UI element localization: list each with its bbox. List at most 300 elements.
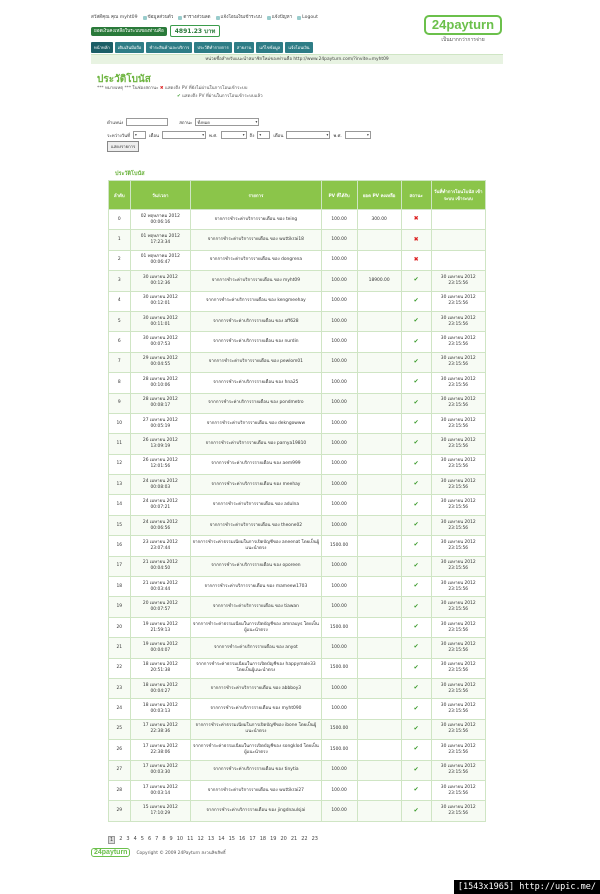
cell-status: [401, 760, 431, 780]
cell-pv-balance: [357, 454, 401, 474]
cell-status: [401, 638, 431, 658]
referral-bar: หน่วยชื่อสำหรับแนะนำสมาชิกใหม่ของท่านคือ http://www.24payturn.com/?invite=myht09: [91, 54, 503, 64]
table-row: [109, 413, 486, 433]
page-link-7[interactable]: 7: [155, 836, 159, 842]
cell-datetime: 21 เมษายน 2012 00:04:50: [130, 556, 191, 576]
end-day-select[interactable]: [257, 131, 270, 139]
cell-pv-balance: [357, 495, 401, 515]
page-link-19[interactable]: 19: [270, 836, 277, 842]
position-input[interactable]: [126, 118, 168, 126]
end-month-select[interactable]: [286, 131, 330, 139]
cell-detail: จากการชำระค่าบริการรายเดือน ของ myht09: [191, 271, 321, 291]
cell-pv-balance: [357, 475, 401, 495]
section-subtitle: ประวัติโบนัส: [115, 171, 145, 177]
cell-transfer-date: 30 เมษายน 2012 23:15:56: [431, 271, 486, 291]
chevron-down-icon: ▾: [135, 133, 137, 137]
cell-datetime: 26 เมษายน 2012 12:01:56: [130, 454, 191, 474]
cell-pv: 100.00: [321, 801, 357, 821]
greeting: [91, 14, 138, 21]
cell-detail: จากการชำระค่าธรรมเนียมในการเปิดบัญชีของ happymale33 โดยเป็นผู้แนะนำตรง: [191, 658, 321, 678]
cell-status: [401, 495, 431, 515]
cell-pv: 100.00: [321, 760, 357, 780]
cell-transfer-date: 30 เมษายน 2012 23:15:56: [431, 495, 486, 515]
page-link-22[interactable]: 22: [301, 836, 308, 842]
cell-transfer-date: 30 เมษายน 2012 23:15:56: [431, 638, 486, 658]
cell-transfer-date: 30 เมษายน 2012 23:15:56: [431, 332, 486, 352]
greeting-text: สวัสดีคุณ คุณ myht09: [91, 15, 138, 20]
check-icon: ✔: [413, 357, 419, 365]
filter-row-3: [107, 141, 371, 152]
notify-transfer-label: แจ้งโอนเงินเข้าระบบ: [220, 15, 262, 20]
header-transfer-date: วันที่ทำการโอนโบนัส เข้าระบบ เข้าระบบ: [431, 181, 486, 210]
cell-detail: จากการชำระค่าบริการรายเดือน ของ meehay: [191, 475, 321, 495]
cell-detail: จากการชำระค่าธรรมเนียมในการเปิดบัญชีของ aneenat โดยเป็นผู้แนะนำตรง: [191, 536, 321, 556]
cell-transfer-date: [431, 210, 486, 230]
check-icon: ✔: [413, 419, 419, 427]
page-link-4[interactable]: 4: [133, 836, 137, 842]
cell-pv-balance: [357, 515, 401, 535]
cell-pv: 100.00: [321, 271, 357, 291]
nav-edit-profile[interactable]: แก้ไขข้อมูล: [256, 42, 283, 53]
table-row: [109, 475, 486, 495]
start-day-select[interactable]: [133, 131, 146, 139]
cell-pv-balance: [357, 413, 401, 433]
page-link-10[interactable]: 10: [176, 836, 184, 842]
check-icon: ✔: [413, 378, 419, 386]
cell-transfer-date: 30 เมษายน 2012 23:15:56: [431, 699, 486, 719]
cell-detail: จากการชำระค่าบริการรายเดือน ของ tiawan: [191, 597, 321, 617]
cell-detail: จากการชำระค่าบริการรายเดือน ของ pondmetro: [191, 393, 321, 413]
cross-icon: ✖: [413, 235, 419, 243]
cell-transfer-date: 30 เมษายน 2012 23:15:56: [431, 536, 486, 556]
status-select-value: ทั้งหมด: [197, 119, 210, 125]
check-icon: ✔: [413, 398, 419, 406]
nav-network[interactable]: สายงาน: [234, 42, 255, 53]
cell-pv: 100.00: [321, 638, 357, 658]
check-icon: ✔: [413, 317, 419, 325]
page-link-8[interactable]: 8: [162, 836, 166, 842]
start-year-label: พ.ศ.: [209, 133, 218, 139]
cell-datetime: 28 เมษายน 2012 00:10:06: [130, 373, 191, 393]
cell-datetime: 01 พฤษภาคม 2012 00:06:47: [130, 250, 191, 270]
cell-status: [401, 515, 431, 535]
cell-transfer-date: 30 เมษายน 2012 23:15:56: [431, 291, 486, 311]
cell-no: 25: [109, 719, 131, 739]
cell-status: [401, 536, 431, 556]
page-link-2[interactable]: 2: [119, 836, 123, 842]
cell-transfer-date: 30 เมษายน 2012 23:15:56: [431, 311, 486, 331]
check-icon: ✔: [413, 684, 419, 692]
cell-pv: 100.00: [321, 780, 357, 800]
cell-detail: จากการชำระค่าบริการรายเดือน ของ abbboy3: [191, 678, 321, 698]
cell-transfer-date: 30 เมษายน 2012 23:15:56: [431, 434, 486, 454]
cell-status: [401, 271, 431, 291]
cell-pv: 100.00: [321, 332, 357, 352]
profile-icon: [143, 16, 147, 20]
cell-no: 16: [109, 536, 131, 556]
page-title: ประวัติโบนัส: [97, 74, 151, 85]
cell-transfer-date: 30 เมษายน 2012 23:15:56: [431, 617, 486, 637]
end-year-label: พ.ศ.: [333, 133, 342, 139]
cell-pv: 1500.00: [321, 719, 357, 739]
cell-no: 11: [109, 434, 131, 454]
cell-datetime: 19 เมษายน 2012 00:04:07: [130, 638, 191, 658]
page-link-5[interactable]: 5: [140, 836, 144, 842]
cell-pv-balance: [357, 556, 401, 576]
chevron-down-icon: ▾: [326, 133, 329, 137]
table-row: [109, 332, 486, 352]
table-row: [109, 740, 486, 760]
cell-detail: จากการชำระค่าบริการรายเดือน ของ mameew1703: [191, 577, 321, 597]
cell-detail: จากการชำระค่าบริการรายเดือน ของ aff628: [191, 311, 321, 331]
cell-pv: 100.00: [321, 515, 357, 535]
nav-topup[interactable]: เติมเงินมือถือ: [115, 42, 145, 53]
cell-datetime: 02 พฤษภาคม 2012 00:06:16: [130, 210, 191, 230]
cell-status: [401, 577, 431, 597]
table-row: [109, 393, 486, 413]
cell-detail: จากการชำระค่าบริการรายเดือน ของ dekngowww: [191, 413, 321, 433]
cell-transfer-date: [431, 230, 486, 250]
cell-pv-balance: [357, 780, 401, 800]
cell-detail: จากการชำระค่าบริการรายเดือน ของ teing: [191, 210, 321, 230]
cell-detail: จากการชำระค่าบริการรายเดือน ของ myht090: [191, 699, 321, 719]
header-pv-balance: ยอด PV คงเหลือ: [357, 181, 401, 210]
cell-detail: จากการชำระค่าบริการรายเดือน ของ pewlom01: [191, 352, 321, 372]
table-header-row: [109, 181, 486, 210]
nav-notify-transfer[interactable]: แจ้งโอนเงิน: [285, 42, 312, 53]
cell-datetime: 17 เมษายน 2012 00:03:30: [130, 760, 191, 780]
cell-detail: จากการชำระค่าบริการรายเดือน ของ nurdin: [191, 332, 321, 352]
cell-no: 15: [109, 515, 131, 535]
table-row: [109, 617, 486, 637]
page-link-3[interactable]: 3: [126, 836, 130, 842]
cell-pv: 100.00: [321, 230, 357, 250]
cell-no: 20: [109, 617, 131, 637]
cell-no: 14: [109, 495, 131, 515]
check-icon: ✔: [413, 296, 419, 304]
status-label: สถานะ: [179, 120, 193, 126]
check-icon: ✔: [413, 337, 419, 345]
cell-no: 22: [109, 658, 131, 678]
page-link-14[interactable]: 14: [218, 836, 225, 842]
logout-icon: [297, 16, 301, 20]
cell-transfer-date: 30 เมษายน 2012 23:15:56: [431, 678, 486, 698]
cell-transfer-date: 30 เมษายน 2012 23:15:56: [431, 801, 486, 821]
cell-no: 9: [109, 393, 131, 413]
watermark: [1543x1965] http://upic.me/: [454, 880, 600, 894]
cell-detail: จากการชำระค่าบริการรายเดือน ของ jingdnaulsjai: [191, 801, 321, 821]
page-link-16[interactable]: 16: [238, 836, 246, 842]
cell-status: [401, 597, 431, 617]
filter-row-2: [107, 131, 371, 139]
cell-status: [401, 291, 431, 311]
report-problem-link[interactable]: [267, 14, 292, 21]
page-link-9[interactable]: 9: [169, 836, 173, 842]
cell-pv-balance: [357, 536, 401, 556]
page-link-6[interactable]: 6: [147, 836, 152, 842]
cell-pv: 100.00: [321, 597, 357, 617]
cell-transfer-date: 30 เมษายน 2012 23:15:56: [431, 352, 486, 372]
cell-pv: 100.00: [321, 393, 357, 413]
profile-link[interactable]: [143, 14, 174, 21]
cell-detail: จากการชำระค่าบริการรายเดือน ของ wuttikrai18: [191, 230, 321, 250]
cell-datetime: 18 เมษายน 2012 00:03:13: [130, 699, 191, 719]
chevron-down-icon: ▾: [259, 133, 262, 137]
help-icon: [267, 16, 271, 20]
cross-icon: ✖: [159, 86, 164, 91]
pagination: [108, 836, 318, 844]
start-month-label: เดือน: [149, 133, 160, 139]
check-icon: ✔: [413, 643, 419, 651]
table-row: [109, 678, 486, 698]
show-list-button[interactable]: แสดงรายการ: [107, 141, 139, 152]
top-links: [91, 14, 318, 21]
header-datetime: วัน/เวลา: [130, 181, 191, 210]
copyright-text: Copyright © 2009 24Payturn สงวนลิขสิทธิ์: [136, 851, 226, 856]
status-select[interactable]: [195, 118, 259, 126]
cell-transfer-date: 30 เมษายน 2012 23:15:56: [431, 760, 486, 780]
cell-status: [401, 740, 431, 760]
cell-pv: 1500.00: [321, 740, 357, 760]
cell-pv: 1500.00: [321, 617, 357, 637]
cell-detail: จากการชำระค่าบริการรายเดือน ของ aem999: [191, 454, 321, 474]
cell-detail: จากการชำระค่าธรรมเนียมในการเปิดบัญชีของ amnauys โดยเป็นผู้แนะนำตรง: [191, 617, 321, 637]
cell-datetime: 18 เมษายน 2012 00:04:27: [130, 678, 191, 698]
cell-pv: 100.00: [321, 678, 357, 698]
cell-pv-balance: [357, 719, 401, 739]
cell-status: [401, 475, 431, 495]
footer: [91, 848, 226, 857]
cell-pv-balance: [357, 699, 401, 719]
cell-no: 5: [109, 311, 131, 331]
cell-transfer-date: 30 เมษายน 2012 23:15:56: [431, 780, 486, 800]
chevron-down-icon: ▾: [242, 133, 245, 137]
site-logo[interactable]: [423, 15, 503, 47]
cell-no: 27: [109, 760, 131, 780]
cell-no: 8: [109, 373, 131, 393]
check-icon: ✔: [413, 745, 419, 753]
cell-no: 3: [109, 271, 131, 291]
cell-no: 26: [109, 740, 131, 760]
check-icon: ✔: [413, 724, 419, 732]
check-icon: ✔: [413, 459, 419, 467]
logout-link[interactable]: [297, 14, 318, 21]
cell-datetime: 24 เมษายน 2012 00:07:21: [130, 495, 191, 515]
cell-no: 19: [109, 597, 131, 617]
cell-transfer-date: 30 เมษายน 2012 23:15:56: [431, 719, 486, 739]
cell-datetime: 24 เมษายน 2012 00:08:03: [130, 475, 191, 495]
cell-pv-balance: [357, 291, 401, 311]
balance-label: ยอดเงินคงเหลือในระบบของท่านคือ: [91, 27, 167, 36]
discount-table-link[interactable]: [178, 14, 210, 21]
chevron-down-icon: ▾: [367, 133, 369, 137]
cell-detail: จากการชำระค่าบริการรายเดือน ของ dongrena: [191, 250, 321, 270]
cell-status: [401, 699, 431, 719]
table-row: [109, 311, 486, 331]
cell-pv: 100.00: [321, 210, 357, 230]
cell-status: [401, 311, 431, 331]
note-line-2: [97, 93, 263, 101]
cell-datetime: 30 เมษายน 2012 00:12:01: [130, 291, 191, 311]
header-status: สถานะ: [401, 181, 431, 210]
note-pending: แสดงถึง PV ที่ยังไม่ผ่านในการโอนเข้าระบบ: [165, 86, 248, 91]
cell-datetime: 18 เมษายน 2012 20:51:38: [130, 658, 191, 678]
note-done: แสดงถึง PV ที่ผ่านในการโอนเข้าระบบแล้ว: [182, 94, 263, 99]
cell-no: 12: [109, 454, 131, 474]
check-icon: ✔: [413, 582, 419, 590]
page-link-12[interactable]: 12: [197, 836, 204, 842]
check-icon: ✔: [413, 276, 419, 284]
page-link-17[interactable]: 17: [249, 836, 256, 842]
nav-pay-services[interactable]: ชำระสินค้าและบริการ: [146, 42, 192, 53]
page-link-13[interactable]: 13: [207, 836, 215, 842]
cell-pv: 100.00: [321, 475, 357, 495]
footer-logo: 24payturn: [91, 848, 130, 857]
table-row: [109, 291, 486, 311]
cell-status: [401, 719, 431, 739]
cell-datetime: 29 เมษายน 2012 00:04:55: [130, 352, 191, 372]
cell-pv-balance: [357, 393, 401, 413]
table-row: [109, 230, 486, 250]
cell-no: 28: [109, 780, 131, 800]
page-link-21[interactable]: 21: [290, 836, 298, 842]
logout-label: Logout: [302, 15, 318, 20]
start-year-select[interactable]: [221, 131, 247, 139]
cell-status: [401, 332, 431, 352]
cell-transfer-date: 30 เมษายน 2012 23:15:56: [431, 393, 486, 413]
check-icon: ✔: [413, 623, 419, 630]
table-row: [109, 373, 486, 393]
cross-icon: ✖: [413, 255, 419, 263]
balance-value: 4891.23 บาท: [170, 25, 221, 37]
cell-status: [401, 454, 431, 474]
table-row: [109, 536, 486, 556]
cell-pv: 100.00: [321, 577, 357, 597]
table-row: [109, 271, 486, 291]
logo-tagline: เป็นมากกว่าการจ่าย: [441, 37, 485, 43]
cell-datetime: 17 เมษายน 2012 22:38:06: [130, 740, 191, 760]
cell-no: 29: [109, 801, 131, 821]
cell-transfer-date: 30 เมษายน 2012 23:15:56: [431, 556, 486, 576]
check-icon: ✔: [413, 786, 419, 794]
balance-row: [91, 25, 220, 37]
check-icon: ✔: [413, 806, 419, 814]
nav-history[interactable]: ประวัติทำรายการ: [194, 42, 232, 53]
check-icon: ✔: [413, 561, 419, 569]
cell-datetime: 15 เมษายน 2012 17:10:29: [130, 801, 191, 821]
notify-transfer-link[interactable]: [216, 14, 262, 21]
cell-no: 0: [109, 210, 131, 230]
cell-status: [401, 352, 431, 372]
cell-pv-balance: [357, 740, 401, 760]
cell-transfer-date: [431, 250, 486, 270]
cell-pv-balance: [357, 638, 401, 658]
cell-pv: 100.00: [321, 699, 357, 719]
cell-detail: จากการชำระค่าบริการรายเดือน ของ kengmeehay: [191, 291, 321, 311]
cell-datetime: 21 เมษายน 2012 00:03:44: [130, 577, 191, 597]
cell-no: 17: [109, 556, 131, 576]
check-icon: ✔: [413, 439, 419, 447]
page-link-15[interactable]: 15: [228, 836, 235, 842]
end-year-select[interactable]: [345, 131, 371, 139]
cell-status: [401, 780, 431, 800]
table-row: [109, 719, 486, 739]
cell-detail: จากการชำระค่าธรรมเนียมในการเปิดบัญชีของ ibone โดยเป็นผู้แนะนำตรง: [191, 719, 321, 739]
end-month-label: เดือน: [273, 133, 284, 139]
cell-pv-balance: [357, 311, 401, 331]
cell-pv-balance: [357, 230, 401, 250]
cell-status: [401, 658, 431, 678]
page-container: [87, 10, 507, 865]
chevron-down-icon: ▾: [202, 133, 205, 137]
check-icon: ✔: [413, 480, 419, 488]
filter-form: [107, 118, 371, 157]
table-row: [109, 577, 486, 597]
start-month-select[interactable]: [162, 131, 206, 139]
cell-datetime: 19 เมษายน 2012 21:59:13: [130, 617, 191, 637]
cell-status: [401, 413, 431, 433]
page-link-18[interactable]: 18: [259, 836, 267, 842]
cell-no: 21: [109, 638, 131, 658]
cell-detail: จากการชำระค่าบริการรายเดือน ของ hna25: [191, 373, 321, 393]
cell-datetime: 17 เมษายน 2012 00:03:14: [130, 780, 191, 800]
page-link-20[interactable]: 20: [280, 836, 287, 842]
table-row: [109, 780, 486, 800]
cell-transfer-date: 30 เมษายน 2012 23:15:56: [431, 454, 486, 474]
check-icon: ✔: [413, 541, 419, 549]
cell-pv-balance: [357, 678, 401, 698]
cell-no: 1: [109, 230, 131, 250]
date-range-label: ระหว่างวันที่: [107, 133, 131, 139]
cell-no: 6: [109, 332, 131, 352]
cell-transfer-date: 30 เมษายน 2012 23:15:56: [431, 413, 486, 433]
cell-transfer-date: 30 เมษายน 2012 23:15:56: [431, 515, 486, 535]
cell-status: [401, 556, 431, 576]
report-problem-label: แจ้งปัญหา: [271, 15, 293, 20]
cell-pv-balance: [357, 332, 401, 352]
cell-pv: 100.00: [321, 291, 357, 311]
cell-no: 18: [109, 577, 131, 597]
cell-status: [401, 617, 431, 637]
cell-detail: จากการชำระค่าบริการรายเดือน ของ wuttikrai27: [191, 780, 321, 800]
bonus-history-table: [108, 180, 486, 822]
header-detail: รายการ: [191, 181, 321, 210]
position-label: ตำแหน่ง: [107, 120, 124, 126]
table-icon: [178, 16, 182, 20]
table-row: [109, 352, 486, 372]
check-icon: ✔: [177, 94, 181, 99]
cell-status: [401, 801, 431, 821]
check-icon: ✔: [413, 602, 419, 610]
table-row: [109, 210, 486, 230]
filter-row-1: [107, 118, 371, 126]
page-link-11[interactable]: 11: [187, 836, 194, 842]
cell-transfer-date: 30 เมษายน 2012 23:15:56: [431, 577, 486, 597]
table-row: [109, 801, 486, 821]
page-link-1[interactable]: 1: [110, 837, 114, 843]
table-row: [109, 495, 486, 515]
cell-datetime: 30 เมษายน 2012 00:11:01: [130, 311, 191, 331]
cell-transfer-date: 30 เมษายน 2012 23:15:56: [431, 475, 486, 495]
cell-no: 2: [109, 250, 131, 270]
page-link-23[interactable]: 23: [311, 836, 318, 842]
nav-home[interactable]: หน้าหลัก: [91, 42, 113, 53]
cell-pv: 100.00: [321, 434, 357, 454]
cell-datetime: 20 เมษายน 2012 00:07:57: [130, 597, 191, 617]
cell-status: [401, 373, 431, 393]
cell-detail: จากการชำระค่าบริการรายเดือน ของ parnya19810: [191, 434, 321, 454]
cell-no: 24: [109, 699, 131, 719]
